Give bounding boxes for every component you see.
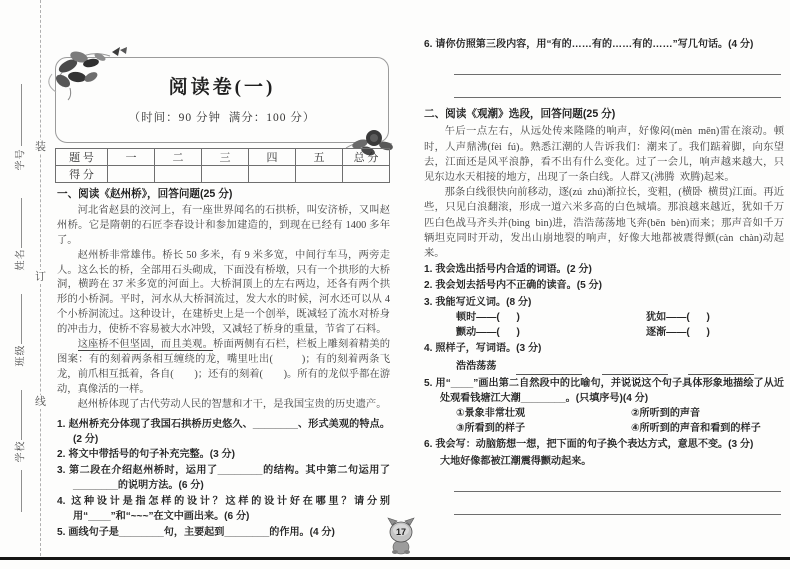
rewrite-sentence: 大地好像都被江潮震得颤动起来。 [440,455,592,467]
question-number: 2. [424,280,433,292]
question-number: 1. [57,418,66,430]
paper-subtitle: （时间：90 分钟 满分：100 分） [128,112,316,124]
page-number-mascot-icon [385,517,417,555]
binding-char-ding: 订 [35,271,46,283]
passage-paragraph: 午后一点左右，从远处传来隆隆的响声，好像闷(mèn mēn)雷在滚动。顿时，人声鼎沸(fèi fú)。熟悉江潮的人告诉我们：潮来了。我们踮着脚，向东望去，江面还是风平浪静，看不出有什么变化。过了一会儿，响声越来越大，只见东边水天相接的地方，出现了一条白线。人群又(沸腾 欢腾)起来。 [424,126,784,184]
question-number: 6. [424,439,433,451]
question-text: 我会选出括号内合适的词语。(2 分) [435,264,592,276]
question-item [57,495,390,525]
answer-line [454,81,781,98]
synonym-blank: 逐渐——( ) [646,327,710,339]
answer-line [454,498,781,515]
binding-char-xian: 线 [35,396,46,408]
underlined-sentence: 这座桥不但坚固，而且美观。 [77,339,214,351]
score-header-cell: 总 分 [343,149,390,166]
passage-paragraph: 赵州桥体现了古代劳动人民的智慧和才干，是我国宝贵的历史遗产。 [77,398,387,410]
question-number: 3. [424,296,433,308]
option-item: ④所听到的声音和看到的样子 [631,423,761,435]
answer-line [454,475,781,492]
answer-line [454,58,781,75]
question-text: 用“____”画出第二自然段中的比喻句，并说说这个句子具体形象地描绘了从近处观看钱塘江大潮________。(只填序号)(4 分) [435,377,784,404]
score-table-header-row [56,149,390,166]
student-field-line [21,198,22,248]
left-page-body [57,187,390,541]
score-cell-empty [108,166,155,183]
synonym-blank: 颤动——( ) [456,327,520,339]
question-text: 将文中带括号的句子补充完整。(3 分) [68,449,235,461]
section2-heading: 二、阅读《观潮》选段，回答问题(25 分) [424,108,616,121]
question-number: 3. [57,465,66,477]
question-number: 2. [57,449,66,461]
question-text: 这种设计是指怎样的设计？这样的设计好在哪里？请分别用“____”和“~~~”在文中画出来。(6 分) [68,496,390,523]
synonym-blank: 犹如——( ) [646,311,710,323]
question-item [424,437,784,452]
question-item [57,418,390,448]
passage-paragraph: 那条白线很快向前移动，逐(zú zhú)渐拉长，变粗，(横卧 横贯)江面。再近些，只见白浪翻滚，形成一道六米多高的白色城墙。那浪越来越近，犹如千万匹白色战马齐头并(bìng bìn)进，浩浩荡荡地飞奔(bēn bèn)而来；那声音如千万辆坦克同时开动，发出山崩地裂的响声，好像大地都被震得颤(càn chàn)动起来。 [424,187,784,260]
word-blank [602,363,668,375]
question-item [424,295,784,310]
score-header-cell: 题 号 [56,149,108,166]
title-frame [55,57,389,143]
question-text: 照样子，写词语。(3 分) [435,343,542,355]
score-header-cell: 四 [249,149,296,166]
question-number: 4. [424,343,433,355]
option-item: ③所看到的样子 [456,423,526,435]
question-item [424,278,784,293]
score-header-cell: 一 [108,149,155,166]
score-cell-empty [296,166,343,183]
question-number: 5. [424,377,433,389]
question-item [57,464,390,494]
student-field-line [21,84,22,146]
option-item: ①景象非常壮观 [456,408,526,420]
student-field-line [21,294,22,344]
synonym-blank: 顿时——( ) [456,311,520,323]
option-grid [424,406,784,436]
school-label: 学校 [15,440,27,463]
score-row-label: 得 分 [56,166,108,183]
score-cell-empty [343,166,390,183]
question-number: 6. [424,39,433,50]
question-number: 1. [424,264,433,276]
page-bottom-rule [0,557,790,560]
page-number: 17 [395,527,407,537]
section1-heading: 一、阅读《赵州桥》，回答问题(25 分) [57,188,233,200]
question-text: 第二段在介绍赵州桥时，运用了________的结构。其中第二句运用了________的说明方法。(6 分) [68,465,390,492]
class-label: 班级 [15,344,27,367]
passage-paragraph: 赵州桥非常雄伟。桥长 50 多米，有 9 米多宽，中间行车马，两旁走人。这么长的桥，全部用石头砌成，下面没有桥墩，只有一个拱形的大桥洞，横跨在 37 米多宽的河面上。大桥洞顶上的左右两边，还各有两个拱形的小桥洞。平时，河水从大桥洞流过，发大水的时候，河水还可以从 4 个小桥洞流过。这种设计，在建桥史上是一个创举，既减轻了流水对桥身的冲击力，使桥不容易被大水冲毁，又减轻了桥身的重量，节省了石料。 [57,249,390,336]
question-number: 4. [57,496,66,508]
question-item [424,376,784,406]
passage-text: 桥面两侧有石栏，栏板上雕刻着精美的图案：有的刻着两条相互缠绕的龙，嘴里吐出( )；有的刻着两条飞龙，前爪相互抵着，各自( )；还有的刻着( )。所有的龙似乎都在游动，真像活的一样。 [57,339,391,395]
question-item [424,37,784,52]
option-item: ②所听到的声音 [631,408,701,420]
word-pattern-line [424,358,784,374]
score-cell-empty [155,166,202,183]
word-blank [516,363,582,375]
question-item [424,262,784,277]
student-id-label: 学号 [15,148,27,171]
passage-paragraph: 河北省赵县的洨河上，有一座世界闻名的石拱桥，叫安济桥，又叫赵州桥。它是隋朝的石匠李春设计和参加建造的，到现在已经有 1400 多年了。 [57,204,390,246]
score-cell-empty [249,166,296,183]
question-item [424,341,784,356]
question-text: 我会划去括号内不正确的读音。(5 分) [435,280,602,292]
question-item [57,448,390,463]
student-field-line [21,470,22,512]
synonym-grid [424,310,784,340]
word-example: 浩浩荡荡 [456,361,497,373]
score-header-cell: 三 [202,149,249,166]
student-name-label: 姓名 [15,248,27,271]
binding-char-zhuang: 装 [35,141,46,153]
score-header-cell: 二 [155,149,202,166]
question-text: 画线句子是________句，主要起到________的作用。(4 分) [68,526,335,538]
right-page-body [424,36,784,515]
question-item [57,526,390,541]
question-text: 我会写：动脑筋想一想，把下面的句子换个表达方式，意思不变。(3 分) [435,439,754,451]
score-table [55,148,390,183]
question-number: 5. [57,526,66,538]
score-table-score-row [56,166,390,183]
student-field-line [21,390,22,440]
word-blank [688,363,754,375]
paper-title: 阅读卷(一) [168,77,276,98]
passage-paragraph [57,338,390,398]
score-cell-empty [202,166,249,183]
score-header-cell: 五 [296,149,343,166]
question-text: 我能写近义词。(8 分) [435,296,532,308]
question-text: 请你仿照第三段内容，用“有的……有的……有的……”写几句话。(4 分) [435,39,754,50]
question-text: 赵州桥充分体现了我国石拱桥历史悠久、________、形式美观的特点。(2 分) [68,418,390,445]
